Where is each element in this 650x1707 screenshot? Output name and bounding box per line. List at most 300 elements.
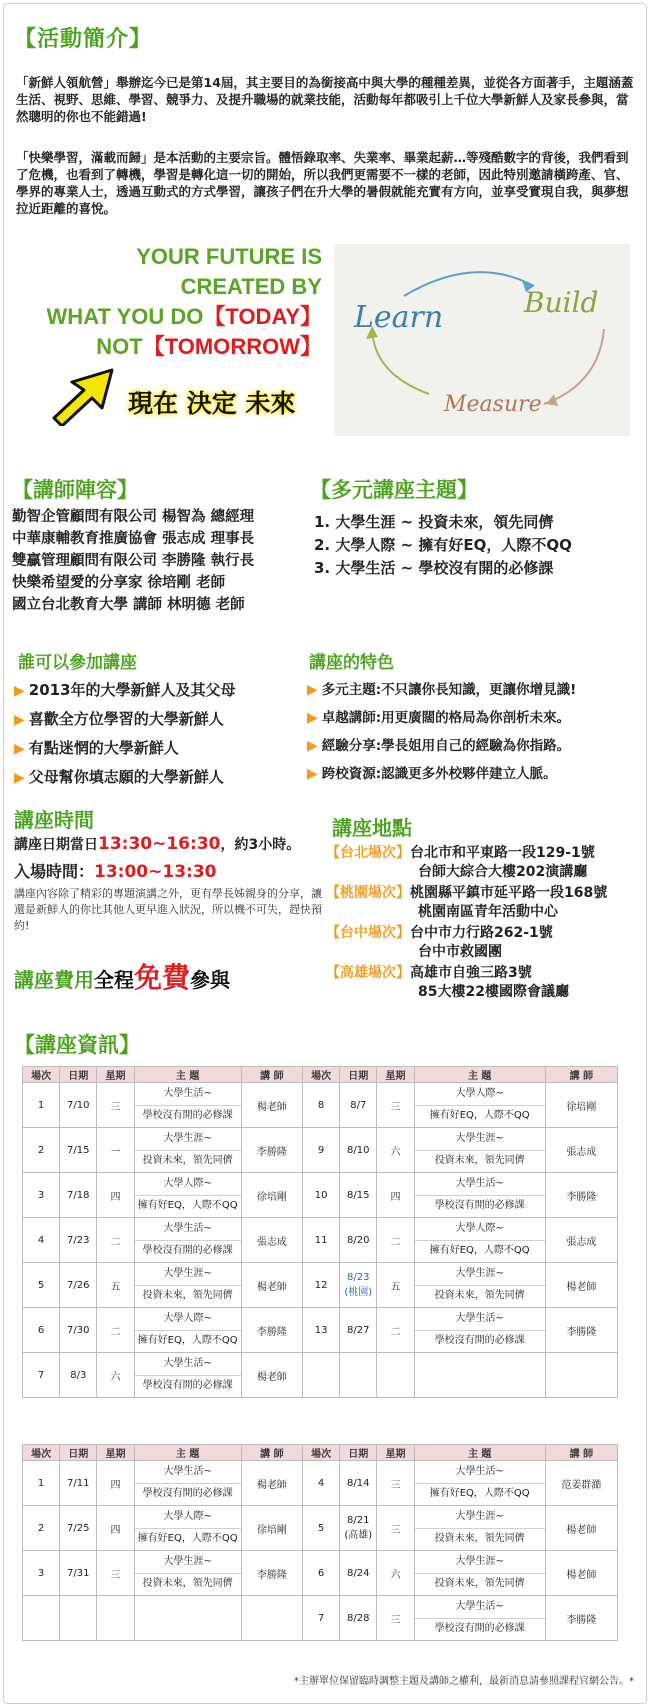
time-title: 講座時間 (14, 808, 94, 832)
cell-lecturer: 楊老師 (545, 1506, 617, 1551)
who-list (14, 676, 304, 792)
speaker-item: 快樂希望愛的分享家 徐培剛 老師 (12, 575, 226, 591)
col-header: 日期 (60, 1445, 97, 1461)
cell-session: 6 (23, 1308, 60, 1353)
topic-line-2: 投資未來，領先同儕 (415, 1150, 545, 1173)
topic-line-2: 投資未來，領先同儕 (135, 1150, 241, 1173)
cell-lecturer: 楊老師 (241, 1263, 302, 1308)
cell-weekday: 三 (377, 1596, 414, 1641)
cell-session: 1 (23, 1083, 60, 1128)
topic-lines (415, 1263, 545, 1307)
speakers-list (12, 506, 312, 616)
cell-lecturer: 徐培剛 (241, 1506, 302, 1551)
cell-session: 1 (23, 1461, 60, 1506)
cell-date: 7/26 (60, 1263, 97, 1308)
cell-date (340, 1506, 377, 1551)
topic-line-1: 大學生活~ (455, 1177, 504, 1189)
venue-tag: 【高雄場次】 (326, 965, 410, 981)
learn-build-measure-image (334, 244, 630, 436)
page-frame (3, 3, 647, 1704)
venue-address: 台北市和平東路一段129-1號 (410, 845, 595, 861)
cell-date: 8/27 (340, 1308, 377, 1353)
topic-lines (415, 1506, 545, 1550)
who-item-text: 2013年的大學新鮮人及其父母 (28, 681, 236, 699)
cell-session: 10 (303, 1173, 340, 1218)
cell-weekday: 一 (97, 1128, 134, 1173)
cell-topic (134, 1263, 241, 1308)
col-header: 主 題 (414, 1445, 545, 1461)
cell-date: 8/20 (340, 1218, 377, 1263)
topic-lines (415, 1308, 545, 1352)
feature-item (307, 732, 641, 760)
cell-lecturer: 楊老師 (545, 1551, 617, 1596)
cell-session: 13 (303, 1308, 340, 1353)
time-line-1 (14, 834, 300, 854)
time-line-1-label: 講座日期當日 (14, 837, 98, 853)
topic-line-2: 投資未來，領先同儕 (135, 1285, 241, 1308)
who-item-text: 父母幫你填志願的大學新鮮人 (28, 768, 224, 786)
now-decides-future: 現在 決定 未來 (128, 389, 296, 418)
who-item (14, 676, 304, 705)
col-header: 講 師 (545, 1067, 617, 1083)
feature-item (307, 760, 641, 788)
cell-weekday: 二 (97, 1218, 134, 1263)
who-title: 誰可以參加講座 (18, 653, 137, 673)
cell-session: 9 (303, 1128, 340, 1173)
table-row (23, 1596, 618, 1641)
table-row (23, 1128, 618, 1173)
slogan-today: 【TODAY】 (203, 304, 322, 329)
fee-free: 免費 (134, 961, 191, 994)
topic-line-2: 擁有好EQ，人際不QQ (135, 1195, 241, 1218)
feature-item (307, 704, 641, 732)
time-line-1-duration: ，約3小時。 (220, 837, 301, 853)
triangle-bullet-icon: ▶ (14, 741, 25, 757)
fee-line (14, 956, 230, 996)
cell-weekday: 四 (97, 1461, 134, 1506)
entry-time-range: 13:00~13:30 (94, 862, 217, 882)
cell-topic (414, 1596, 545, 1641)
topic-line-1: 大學生活~ (163, 1465, 212, 1477)
topic-lines (135, 1128, 241, 1172)
cell-date: 8/15 (340, 1173, 377, 1218)
cell-topic (134, 1173, 241, 1218)
table-header-row (23, 1445, 618, 1461)
empty-cell (134, 1596, 241, 1641)
topic-line-2: 擁有好EQ，人際不QQ (135, 1330, 241, 1353)
fee-all: 全程 (94, 968, 134, 992)
cell-weekday: 二 (97, 1308, 134, 1353)
cell-weekday: 五 (97, 1263, 134, 1308)
topic-line-1: 大學人際~ (455, 1222, 504, 1234)
cell-date: 7/23 (60, 1218, 97, 1263)
topic-item: 1. 大學生涯 ~ 投資未來，領先同儕 (314, 513, 554, 531)
cell-topic (134, 1506, 241, 1551)
col-header: 日期 (340, 1067, 377, 1083)
topic-line-1: 大學生活~ (455, 1312, 504, 1324)
col-header: 場次 (303, 1445, 340, 1461)
cell-weekday: 六 (377, 1128, 414, 1173)
cell-lecturer: 李勝隆 (241, 1551, 302, 1596)
topic-line-2: 擁有好EQ，人際不QQ (415, 1105, 545, 1128)
cell-session: 7 (23, 1353, 60, 1398)
topic-lines (415, 1128, 545, 1172)
cell-topic (134, 1218, 241, 1263)
cell-lecturer: 李勝隆 (241, 1128, 302, 1173)
who-item-text: 有點迷惘的大學新鮮人 (28, 739, 179, 757)
topic-line-1: 大學人際~ (163, 1510, 212, 1522)
cell-date: 7/31 (60, 1551, 97, 1596)
empty-cell (545, 1353, 617, 1398)
info-title: 【講座資訊】 (14, 1033, 140, 1057)
schedule-table-2 (22, 1444, 618, 1641)
measure-label: Measure (444, 392, 542, 417)
topic-line-2: 投資未來，領先同儕 (415, 1528, 545, 1551)
cell-lecturer: 李勝隆 (241, 1308, 302, 1353)
table-row (23, 1173, 618, 1218)
empty-cell (340, 1353, 377, 1398)
cell-session: 8 (303, 1083, 340, 1128)
cell-lecturer: 李勝隆 (545, 1308, 617, 1353)
time-line-2 (14, 859, 217, 882)
topic-line-2: 擁有好EQ，人際不QQ (415, 1240, 545, 1263)
cell-lecturer: 李勝隆 (545, 1596, 617, 1641)
table-row (23, 1506, 618, 1551)
time-note: 講座內容除了精彩的專題演講之外，更有學長姊親身的分享，讓還是新鮮人的你比其他人更早進入狀況，所以機不可失，趕快預約! (14, 887, 322, 932)
venue-tag: 【桃園場次】 (326, 885, 410, 901)
topic-line-1: 大學人際~ (163, 1177, 212, 1189)
empty-cell (377, 1353, 414, 1398)
topic-lines (135, 1083, 241, 1127)
cell-lecturer: 徐培剛 (545, 1083, 617, 1128)
table-row (23, 1461, 618, 1506)
topic-lines (135, 1353, 241, 1397)
cell-session: 4 (303, 1461, 340, 1506)
col-header: 主 題 (414, 1067, 545, 1083)
cell-date: 8/28 (340, 1596, 377, 1641)
cell-date-value: 8/23 (347, 1272, 370, 1283)
slogan-line-1: YOUR FUTURE IS (136, 244, 322, 269)
venue-address: 桃園縣平鎮市延平路一段168號 (410, 885, 608, 901)
cell-topic (134, 1308, 241, 1353)
topic-line-2: 學校沒有開的必修課 (135, 1483, 241, 1506)
topic-line-1: 大學生活~ (163, 1087, 212, 1099)
col-header: 星期 (97, 1067, 134, 1083)
topic-lines (415, 1551, 545, 1595)
entry-time-label: 入場時間： (14, 862, 95, 881)
topic-lines (415, 1218, 545, 1262)
cell-session: 2 (23, 1506, 60, 1551)
cell-topic (414, 1128, 545, 1173)
topic-line-1: 大學生活~ (455, 1600, 504, 1612)
features-list (307, 676, 641, 788)
cell-topic (134, 1353, 241, 1398)
cell-date: 8/24 (340, 1551, 377, 1596)
fee-label: 講座費用 (14, 968, 94, 992)
topic-line-2: 擁有好EQ，人際不QQ (135, 1528, 241, 1551)
speaker-item: 國立台北教育大學 講師 林明德 老師 (12, 597, 245, 613)
topic-line-1: 大學人際~ (163, 1312, 212, 1324)
cell-date: 8/10 (340, 1128, 377, 1173)
who-item (14, 734, 304, 763)
topic-line-1: 大學生涯~ (163, 1132, 212, 1144)
table-row (23, 1218, 618, 1263)
triangle-bullet-icon: ▶ (14, 683, 25, 699)
cell-session: 7 (303, 1596, 340, 1641)
topic-line-2: 學校沒有開的必修課 (135, 1105, 241, 1128)
cell-weekday: 三 (97, 1551, 134, 1596)
cell-lecturer: 范姜群澔 (545, 1461, 617, 1506)
venue-place: 桃園南區青年活動中心 (418, 904, 558, 920)
cell-session: 12 (303, 1263, 340, 1308)
topic-lines (135, 1461, 241, 1505)
triangle-bullet-icon: ▶ (14, 712, 25, 728)
speaker-item: 勤智企管顧問有限公司 楊智為 總經理 (12, 509, 255, 525)
empty-cell (97, 1596, 134, 1641)
topic-line-1: 大學生活~ (163, 1222, 212, 1234)
cell-date-location: (桃園) (344, 1287, 373, 1298)
venue-title: 講座地點 (332, 816, 412, 840)
cell-lecturer: 楊老師 (241, 1083, 302, 1128)
cell-date-value: 8/21 (347, 1515, 370, 1526)
cell-topic (134, 1083, 241, 1128)
venue-item-kaohsiung (326, 964, 646, 983)
topics-list (314, 511, 634, 580)
cell-weekday: 四 (97, 1506, 134, 1551)
speakers-title: 【講師陣容】 (12, 478, 138, 502)
cell-topic (414, 1083, 545, 1128)
col-header: 主 題 (134, 1067, 241, 1083)
slogan-line-4-text: NOT (96, 334, 143, 359)
cell-date: 7/30 (60, 1308, 97, 1353)
venue-place: 台中市救國團 (418, 944, 502, 960)
triangle-bullet-icon: ▶ (307, 682, 318, 698)
fee-participate: 參與 (190, 968, 231, 992)
cell-topic (134, 1461, 241, 1506)
learn-label: Learn (354, 300, 444, 335)
triangle-bullet-icon: ▶ (14, 770, 25, 786)
topic-line-1: 大學生涯~ (455, 1510, 504, 1522)
cell-session: 6 (303, 1551, 340, 1596)
venue-list (326, 844, 646, 1002)
topic-item: 3. 大學生活 ~ 學校沒有開的必修課 (314, 559, 554, 577)
cell-date-location: (高雄) (344, 1530, 373, 1541)
venue-item-taipei (326, 844, 646, 863)
feature-item-text: 卓越講師:用更廣闊的格局為你剖析未來。 (321, 710, 571, 726)
feature-item-text: 跨校資源:認識更多外校夥伴建立人脈。 (321, 766, 557, 782)
slogan-tomorrow: 【TOMORROW】 (142, 334, 322, 359)
slogan-line-3 (24, 302, 322, 332)
triangle-bullet-icon: ▶ (307, 710, 318, 726)
topic-line-2: 擁有好EQ，人際不QQ (415, 1483, 545, 1506)
cell-topic (414, 1218, 545, 1263)
cell-topic (134, 1551, 241, 1596)
cell-weekday: 三 (97, 1083, 134, 1128)
cell-date: 7/11 (60, 1461, 97, 1506)
topic-line-2: 學校沒有開的必修課 (415, 1330, 545, 1353)
cell-weekday: 二 (377, 1218, 414, 1263)
intro-paragraph-1: 「新鮮人領航營」舉辦迄今已是第14屆，其主要目的為銜接高中與大學的種種差異，並從各方面著手，主題涵蓋生活、視野、思維、學習、競爭力、及提升職場的就業技能，活動每年都吸引上千位大學新鮮人及家長參與，當然聰明的你也不能錯過! (16, 75, 634, 124)
cell-lecturer: 楊老師 (241, 1461, 302, 1506)
speaker-item: 中華康輔教育推廣協會 張志成 理事長 (12, 531, 255, 547)
topic-lines (415, 1173, 545, 1217)
cell-lecturer: 楊老師 (545, 1263, 617, 1308)
topic-lines (135, 1551, 241, 1595)
cell-topic (414, 1173, 545, 1218)
arrow-icon (46, 364, 122, 426)
cell-session: 3 (23, 1173, 60, 1218)
topic-lines (135, 1263, 241, 1307)
cell-weekday: 四 (97, 1173, 134, 1218)
cell-weekday: 五 (377, 1263, 414, 1308)
cell-session: 3 (23, 1551, 60, 1596)
slogan-line-3-text: WHAT YOU DO (46, 304, 204, 329)
topic-lines (135, 1506, 241, 1550)
cell-topic (414, 1551, 545, 1596)
empty-cell (60, 1596, 97, 1641)
feature-item-text: 多元主題:不只讓你長知識，更讓你增見識! (321, 682, 577, 698)
topic-lines (415, 1461, 545, 1505)
cell-topic (414, 1506, 545, 1551)
col-header: 場次 (23, 1067, 60, 1083)
table-row (23, 1551, 618, 1596)
topic-item: 2. 大學人際 ~ 擁有好EQ，人際不QQ (314, 536, 572, 554)
venue-tag: 【台北場次】 (326, 845, 410, 861)
topic-line-2: 投資未來，領先同儕 (415, 1285, 545, 1308)
slogan-line-4 (24, 332, 322, 362)
col-header: 星期 (377, 1067, 414, 1083)
cell-lecturer: 楊老師 (241, 1353, 302, 1398)
topic-line-1: 大學生涯~ (455, 1267, 504, 1279)
table-row (23, 1308, 618, 1353)
cell-weekday: 二 (377, 1308, 414, 1353)
topic-line-1: 大學生涯~ (163, 1555, 212, 1567)
col-header: 場次 (303, 1067, 340, 1083)
triangle-bullet-icon: ▶ (307, 738, 318, 754)
cell-date: 8/3 (60, 1353, 97, 1398)
topic-line-2: 投資未來，領先同儕 (135, 1573, 241, 1596)
empty-cell (241, 1596, 302, 1641)
cell-topic (414, 1263, 545, 1308)
cell-weekday: 三 (377, 1083, 414, 1128)
build-label: Build (524, 286, 599, 319)
cell-date: 7/25 (60, 1506, 97, 1551)
col-header: 星期 (97, 1445, 134, 1461)
cell-session: 5 (303, 1506, 340, 1551)
intro-paragraph-2: 「快樂學習，滿載而歸」是本活動的主要宗旨。體悟錄取率、失業率、畢業起薪…等殘酷數字的背後，我們看到了危機，也看到了轉機，學習是轉化這一切的開始，所以我們更需要不一樣的老師，因此特別邀請橫跨產、官、學界的專業人士，透過互動式的方式學習，讓孩子們在升大學的暑假就能充實有方向，並享受實現自我，與夢想拉近距離的喜悅。 (16, 150, 629, 216)
col-header: 講 師 (545, 1445, 617, 1461)
feature-item (307, 676, 641, 704)
col-header: 主 題 (134, 1445, 241, 1461)
intro-heading: 【活動簡介】 (14, 27, 153, 52)
cell-session: 4 (23, 1218, 60, 1263)
cell-date (340, 1263, 377, 1308)
cell-lecturer: 李勝隆 (545, 1173, 617, 1218)
cell-lecturer: 徐培剛 (241, 1173, 302, 1218)
topic-lines (415, 1596, 545, 1640)
empty-cell (23, 1596, 60, 1641)
footnote: *主辦單位保留臨時調整主題及講師之權利，最新消息請參照課程官網公告。* (294, 1676, 634, 1687)
table-row (23, 1083, 618, 1128)
col-header: 日期 (340, 1445, 377, 1461)
empty-cell (414, 1353, 545, 1398)
topic-line-2: 學校沒有開的必修課 (135, 1375, 241, 1398)
cell-weekday: 六 (377, 1551, 414, 1596)
table-header-row (23, 1067, 618, 1083)
venue-address: 台中市力行路262-1號 (410, 925, 553, 941)
cell-lecturer: 張志成 (545, 1128, 617, 1173)
cell-topic (414, 1461, 545, 1506)
topic-line-2: 學校沒有開的必修課 (135, 1240, 241, 1263)
slogan-block (24, 242, 322, 362)
triangle-bullet-icon: ▶ (307, 766, 318, 782)
cell-date: 7/18 (60, 1173, 97, 1218)
venue-item-taichung (326, 924, 646, 943)
table-row (23, 1353, 618, 1398)
cell-weekday: 六 (97, 1353, 134, 1398)
empty-cell (303, 1353, 340, 1398)
topic-line-2: 學校沒有開的必修課 (415, 1618, 545, 1641)
cell-weekday: 三 (377, 1461, 414, 1506)
venue-address: 高雄市自強三路3號 (410, 965, 532, 981)
cell-weekday: 三 (377, 1506, 414, 1551)
venue-item-taoyuan (326, 884, 646, 903)
who-item-text: 喜歡全方位學習的大學新鮮人 (28, 710, 224, 728)
topic-line-1: 大學生活~ (163, 1357, 212, 1369)
topic-line-2: 學校沒有開的必修課 (415, 1195, 545, 1218)
col-header: 講 師 (241, 1067, 302, 1083)
topic-lines (135, 1173, 241, 1217)
cell-session: 5 (23, 1263, 60, 1308)
col-header: 星期 (377, 1445, 414, 1461)
table-row (23, 1263, 618, 1308)
col-header: 場次 (23, 1445, 60, 1461)
speaker-item: 雙贏管理顧問有限公司 李勝隆 執行長 (12, 553, 255, 569)
topic-line-1: 大學人際~ (455, 1087, 504, 1099)
topic-line-1: 大學生活~ (455, 1465, 504, 1477)
who-item (14, 763, 304, 792)
cell-weekday: 四 (377, 1173, 414, 1218)
topic-line-1: 大學生涯~ (163, 1267, 212, 1279)
who-item (14, 705, 304, 734)
cell-topic (134, 1128, 241, 1173)
topic-line-1: 大學生涯~ (455, 1132, 504, 1144)
cell-lecturer: 張志成 (545, 1218, 617, 1263)
topic-line-2: 投資未來，領先同儕 (415, 1573, 545, 1596)
topic-lines (415, 1083, 545, 1127)
features-title: 講座的特色 (309, 653, 394, 673)
schedule-table-1 (22, 1066, 618, 1398)
cell-lecturer: 張志成 (241, 1218, 302, 1263)
feature-item-text: 經驗分享:學長姐用自己的經驗為你指路。 (321, 738, 571, 754)
topic-lines (135, 1308, 241, 1352)
col-header: 講 師 (241, 1445, 302, 1461)
cell-session: 11 (303, 1218, 340, 1263)
venue-tag: 【台中場次】 (326, 925, 410, 941)
venue-place: 85大樓22樓國際會議廳 (418, 984, 569, 1000)
topic-lines (135, 1218, 241, 1262)
topic-line-1: 大學生涯~ (455, 1555, 504, 1567)
slogan-line-2: CREATED BY (180, 274, 322, 299)
cell-topic (414, 1308, 545, 1353)
cell-session: 2 (23, 1128, 60, 1173)
time-range: 13:30~16:30 (98, 834, 221, 854)
cell-date: 8/7 (340, 1083, 377, 1128)
col-header: 日期 (60, 1067, 97, 1083)
venue-place: 台師大綜合大樓202演講廳 (418, 864, 588, 880)
cell-date: 7/10 (60, 1083, 97, 1128)
cell-date: 8/14 (340, 1461, 377, 1506)
